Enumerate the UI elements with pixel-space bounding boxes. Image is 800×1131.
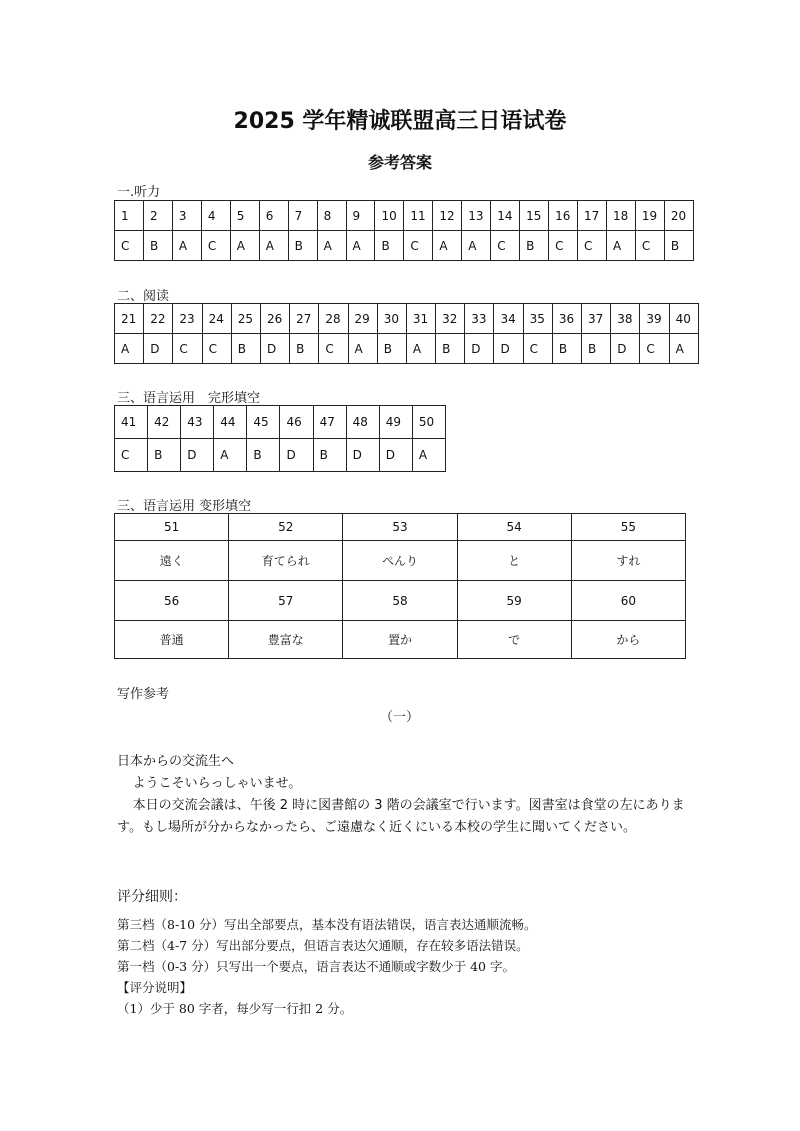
question-number-row bbox=[115, 201, 694, 231]
question-number-cell: 3 bbox=[172, 201, 201, 231]
question-number-cell: 31 bbox=[406, 304, 435, 334]
sample-letter bbox=[117, 751, 687, 839]
section-listening-label: 一.听力 bbox=[117, 185, 161, 200]
question-number-cell: 10 bbox=[375, 201, 404, 231]
writing-label: 写作参考 bbox=[117, 687, 170, 702]
question-number-cell: 13 bbox=[462, 201, 491, 231]
question-number-cell: 27 bbox=[290, 304, 319, 334]
question-number-cell: 52 bbox=[229, 514, 343, 541]
answer-row bbox=[115, 439, 446, 472]
question-number-row bbox=[115, 514, 686, 541]
answer-cell: と bbox=[457, 541, 571, 581]
answer-cell: D bbox=[280, 439, 313, 472]
question-number-cell: 14 bbox=[491, 201, 520, 231]
answer-cell: B bbox=[375, 231, 404, 261]
question-number-cell: 55 bbox=[571, 514, 685, 541]
answer-cell: B bbox=[552, 334, 581, 364]
reading-answer-table bbox=[114, 303, 699, 364]
answer-cell: A bbox=[115, 334, 144, 364]
cloze-answer-table bbox=[114, 405, 446, 472]
page-subtitle: 参考答案 bbox=[367, 153, 432, 172]
answer-cell: D bbox=[346, 439, 379, 472]
question-number-cell: 6 bbox=[259, 201, 288, 231]
question-number-cell: 56 bbox=[115, 581, 229, 621]
question-number-cell: 25 bbox=[231, 304, 260, 334]
answer-cell: D bbox=[465, 334, 494, 364]
question-number-cell: 46 bbox=[280, 406, 313, 439]
answer-cell: C bbox=[201, 231, 230, 261]
question-number-cell: 54 bbox=[457, 514, 571, 541]
question-number-cell: 9 bbox=[346, 201, 375, 231]
question-number-cell: 34 bbox=[494, 304, 523, 334]
rubric-line: （1）少于 80 字者，每少写一行扣 2 分。 bbox=[117, 1001, 353, 1016]
answer-cell: A bbox=[259, 231, 288, 261]
question-number-cell: 28 bbox=[319, 304, 348, 334]
question-number-cell: 40 bbox=[669, 304, 698, 334]
rubric-title: 评分细则： bbox=[117, 889, 187, 905]
answer-cell: すれ bbox=[571, 541, 685, 581]
question-number-cell: 43 bbox=[181, 406, 214, 439]
section-reading-label: 二、阅读 bbox=[117, 289, 170, 304]
answer-cell: 育てられ bbox=[229, 541, 343, 581]
answer-cell: で bbox=[457, 621, 571, 659]
answer-cell: C bbox=[115, 439, 148, 472]
question-number-row bbox=[115, 406, 446, 439]
question-number-cell: 18 bbox=[606, 201, 635, 231]
answer-cell: B bbox=[313, 439, 346, 472]
answer-cell: A bbox=[406, 334, 435, 364]
answer-cell: 豊富な bbox=[229, 621, 343, 659]
answer-cell: B bbox=[582, 334, 611, 364]
answer-cell: C bbox=[635, 231, 664, 261]
answer-cell: A bbox=[214, 439, 247, 472]
listening-answer-table bbox=[114, 200, 694, 261]
answer-cell: C bbox=[640, 334, 669, 364]
question-number-cell: 58 bbox=[343, 581, 457, 621]
answer-cell: B bbox=[436, 334, 465, 364]
answer-row bbox=[115, 621, 686, 659]
writing-number: （一） bbox=[380, 710, 420, 725]
question-number-cell: 19 bbox=[635, 201, 664, 231]
answer-cell: A bbox=[230, 231, 259, 261]
question-number-cell: 29 bbox=[348, 304, 377, 334]
question-number-cell: 7 bbox=[288, 201, 317, 231]
answer-cell: A bbox=[412, 439, 445, 472]
answer-cell: B bbox=[520, 231, 549, 261]
answer-cell: C bbox=[404, 231, 433, 261]
question-number-cell: 5 bbox=[230, 201, 259, 231]
question-number-cell: 59 bbox=[457, 581, 571, 621]
answer-cell: C bbox=[523, 334, 552, 364]
question-number-cell: 49 bbox=[379, 406, 412, 439]
page-title: 2025 学年精诚联盟高三日语试卷 bbox=[233, 109, 567, 134]
question-number-cell: 57 bbox=[229, 581, 343, 621]
answer-cell: D bbox=[144, 334, 173, 364]
answer-cell: D bbox=[611, 334, 640, 364]
answer-cell: 普通 bbox=[115, 621, 229, 659]
question-number-cell: 44 bbox=[214, 406, 247, 439]
answer-cell: D bbox=[260, 334, 289, 364]
answer-cell: C bbox=[578, 231, 607, 261]
question-number-cell: 42 bbox=[148, 406, 181, 439]
answer-cell: C bbox=[491, 231, 520, 261]
transform-answer-table bbox=[114, 513, 686, 659]
rubric-line: 【评分说明】 bbox=[117, 980, 193, 995]
question-number-cell: 47 bbox=[313, 406, 346, 439]
answer-cell: B bbox=[664, 231, 693, 261]
question-number-cell: 51 bbox=[115, 514, 229, 541]
question-number-cell: 48 bbox=[346, 406, 379, 439]
question-number-cell: 37 bbox=[582, 304, 611, 334]
question-number-cell: 50 bbox=[412, 406, 445, 439]
answer-cell: D bbox=[494, 334, 523, 364]
question-number-cell: 35 bbox=[523, 304, 552, 334]
letter-body: 本日の交流会議は、午後 2 時に図書館の 3 階の会議室で行います。図書室は食堂の左にあります。もし場所が分からなかったら、ご遠慮なく近くにいる本校の学生に聞いてください。 bbox=[117, 798, 685, 835]
answer-cell: C bbox=[319, 334, 348, 364]
answer-cell: D bbox=[181, 439, 214, 472]
answer-cell: 置か bbox=[343, 621, 457, 659]
question-number-cell: 12 bbox=[433, 201, 462, 231]
question-number-cell: 60 bbox=[571, 581, 685, 621]
question-number-cell: 45 bbox=[247, 406, 280, 439]
answer-cell: D bbox=[379, 439, 412, 472]
answer-row bbox=[115, 334, 699, 364]
answer-cell: C bbox=[115, 231, 144, 261]
letter-welcome: ようこそいらっしゃいませ。 bbox=[132, 776, 302, 791]
question-number-cell: 4 bbox=[201, 201, 230, 231]
question-number-cell: 36 bbox=[552, 304, 581, 334]
answer-cell: A bbox=[433, 231, 462, 261]
answer-cell: A bbox=[462, 231, 491, 261]
answer-row bbox=[115, 541, 686, 581]
section-transform-label: 三、语言运用 变形填空 bbox=[117, 499, 252, 514]
question-number-cell: 38 bbox=[611, 304, 640, 334]
answer-cell: C bbox=[202, 334, 231, 364]
question-number-cell: 11 bbox=[404, 201, 433, 231]
answer-cell: B bbox=[290, 334, 319, 364]
question-number-cell: 1 bbox=[115, 201, 144, 231]
question-number-cell: 53 bbox=[343, 514, 457, 541]
question-number-cell: 17 bbox=[578, 201, 607, 231]
question-number-cell: 20 bbox=[664, 201, 693, 231]
rubric-line: 第二档（4-7 分）写出部分要点，但语言表达欠通顺，存在较多语法错误。 bbox=[117, 938, 529, 953]
answer-cell: B bbox=[288, 231, 317, 261]
question-number-cell: 24 bbox=[202, 304, 231, 334]
question-number-cell: 32 bbox=[436, 304, 465, 334]
rubric-line: 第三档（8-10 分）写出全部要点，基本没有语法错误，语言表达通顺流畅。 bbox=[117, 917, 537, 932]
section-cloze-label: 三、语言运用 完形填空 bbox=[117, 391, 261, 406]
answer-cell: B bbox=[143, 231, 172, 261]
question-number-cell: 33 bbox=[465, 304, 494, 334]
question-number-cell: 23 bbox=[173, 304, 202, 334]
answer-cell: B bbox=[231, 334, 260, 364]
answer-cell: A bbox=[317, 231, 346, 261]
question-number-cell: 8 bbox=[317, 201, 346, 231]
answer-cell: A bbox=[348, 334, 377, 364]
answer-row bbox=[115, 231, 694, 261]
question-number-cell: 39 bbox=[640, 304, 669, 334]
letter-greeting: 日本からの交流生へ bbox=[117, 754, 235, 769]
answer-cell: A bbox=[172, 231, 201, 261]
answer-cell: B bbox=[148, 439, 181, 472]
question-number-cell: 41 bbox=[115, 406, 148, 439]
answer-cell: B bbox=[377, 334, 406, 364]
question-number-cell: 26 bbox=[260, 304, 289, 334]
question-number-row bbox=[115, 304, 699, 334]
rubric-list bbox=[117, 914, 717, 1019]
answer-cell: C bbox=[549, 231, 578, 261]
answer-cell: A bbox=[669, 334, 698, 364]
answer-cell: A bbox=[606, 231, 635, 261]
rubric-line: 第一档（0-3 分）只写出一个要点，语言表达不通顺或字数少于 40 字。 bbox=[117, 959, 515, 974]
answer-cell: 遠く bbox=[115, 541, 229, 581]
question-number-cell: 21 bbox=[115, 304, 144, 334]
answer-cell: A bbox=[346, 231, 375, 261]
answer-cell: から bbox=[571, 621, 685, 659]
question-number-cell: 15 bbox=[520, 201, 549, 231]
question-number-row bbox=[115, 581, 686, 621]
answer-cell: B bbox=[247, 439, 280, 472]
question-number-cell: 22 bbox=[144, 304, 173, 334]
answer-cell: ぺんり bbox=[343, 541, 457, 581]
question-number-cell: 16 bbox=[549, 201, 578, 231]
question-number-cell: 30 bbox=[377, 304, 406, 334]
question-number-cell: 2 bbox=[143, 201, 172, 231]
answer-cell: C bbox=[173, 334, 202, 364]
